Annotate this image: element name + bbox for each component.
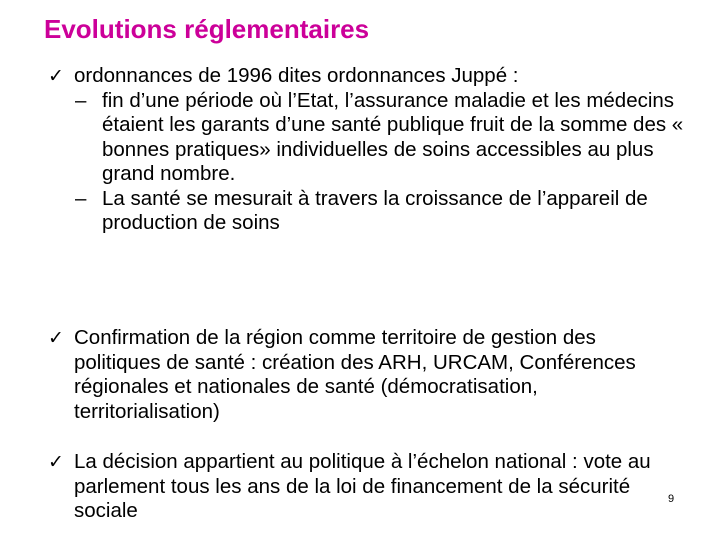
slide-title: Evolutions réglementaires: [44, 14, 370, 44]
bullet-decision: [48, 450, 688, 524]
sub-bullet-text: fin d’une période où l’Etat, l’assurance maladie et les médecins étaient les garants d’une santé publique fruit de la somme des « bonnes pratiques» individuelles de soins accessibles au plus grand nombre.: [102, 88, 684, 185]
dash-icon: –: [75, 88, 87, 112]
bullet-text: ordonnances de 1996 dites ordonnances Juppé :: [74, 64, 519, 87]
check-mark-icon: ✓: [48, 327, 64, 349]
bullet-ordonnances: [48, 64, 688, 236]
sub-bullet-item: [48, 187, 688, 236]
bullet-text: Confirmation de la région comme territoire de gestion des politiques de santé : création des ARH, URCAM, Conférences régionales et nationales de santé (démocratisation, territorialisation): [74, 326, 636, 423]
bullet-text: La décision appartient au politique à l’échelon national : vote au parlement tous les ans de la loi de financement de la sécurité sociale: [74, 450, 651, 522]
sub-bullet-list: [48, 89, 688, 236]
bullet-region: [48, 326, 688, 424]
check-mark-icon: ✓: [48, 451, 64, 473]
sub-bullet-item: [48, 89, 688, 187]
sub-bullet-text: La santé se mesurait à travers la croissance de l’appareil de production de soins: [102, 186, 648, 234]
dash-icon: –: [75, 186, 87, 210]
page-number: 9: [668, 493, 675, 505]
check-mark-icon: ✓: [48, 65, 64, 87]
